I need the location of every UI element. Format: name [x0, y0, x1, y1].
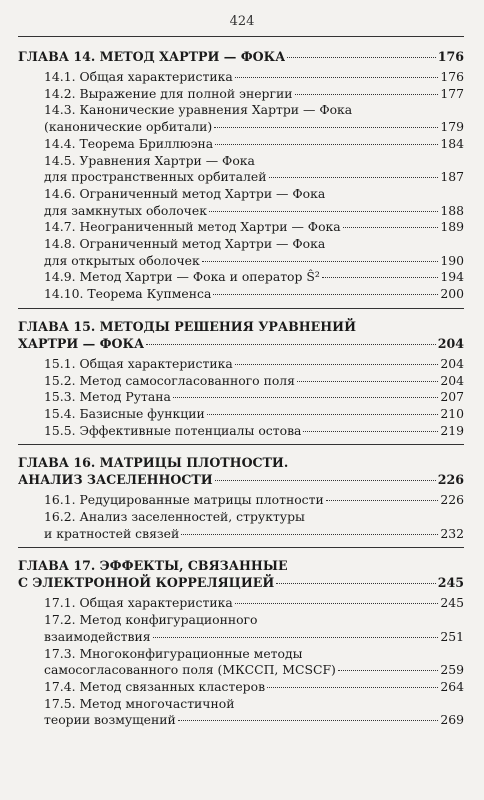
- section-entry: [18, 269, 464, 286]
- chapter-title: [18, 48, 464, 65]
- dot-leader: [215, 144, 438, 145]
- section-entry-label: 14.5. Уравнения Хартри — Фока: [44, 152, 255, 168]
- section-entry-label: 14.7. Неограниченный метод Хартри — Фока: [44, 219, 341, 235]
- section-entry-label: 16.2. Анализ заселенностей, структуры: [44, 509, 305, 525]
- section-entry-page: 189: [440, 219, 464, 235]
- section-entry-label: теории возмущений: [44, 712, 176, 728]
- chapter-title: [18, 557, 464, 574]
- section-entry-page: 264: [440, 678, 464, 694]
- section-entry-label: 15.4. Базисные функции: [44, 405, 205, 421]
- section-entry: [18, 253, 464, 270]
- dot-leader: [295, 94, 439, 95]
- section-entry-page: 194: [440, 269, 464, 285]
- dot-leader: [303, 431, 438, 432]
- section-entry-page: 188: [440, 202, 464, 218]
- section-entry-page: 200: [440, 286, 464, 302]
- chapter-title: [18, 318, 464, 335]
- section-entry-label: 17.5. Метод многочастичной: [44, 695, 235, 711]
- dot-leader: [326, 500, 439, 501]
- section-entry: [18, 102, 464, 119]
- section-entry: [18, 136, 464, 153]
- section-entry-page: 204: [440, 372, 464, 388]
- section-entry-label: для пространственных орбиталей: [44, 169, 267, 185]
- section-entry: [18, 612, 464, 629]
- chapter-title-page: 226: [437, 472, 464, 488]
- dot-leader: [267, 687, 438, 688]
- section-entry: [18, 203, 464, 220]
- section-entry-label: 14.6. Ограниченный метод Хартри — Фока: [44, 185, 326, 201]
- section-entry: [18, 236, 464, 253]
- chapter-title-label: ГЛАВА 15. МЕТОДЫ РЕШЕНИЯ УРАВНЕНИЙ: [18, 318, 356, 334]
- section-entry-label: самосогласованного поля (МКССП, MCSCF): [44, 662, 336, 678]
- section-entry-label: 14.3. Канонические уравнения Хартри — Фока: [44, 102, 353, 118]
- section-entry-label: 17.3. Многоконфигурационные методы: [44, 645, 303, 661]
- section-entry-page: 226: [440, 492, 464, 508]
- chapter-title-page: 245: [437, 575, 464, 591]
- chapter-title-label: ГЛАВА 16. МАТРИЦЫ ПЛОТНОСТИ.: [18, 455, 289, 471]
- chapter-title-label: ГЛАВА 14. МЕТОД ХАРТРИ — ФОКА: [18, 49, 286, 64]
- chapter-title: [18, 335, 464, 352]
- section-entry: [18, 389, 464, 406]
- section-entry-label: 14.9. Метод Хартри — Фока и оператор Ŝ²: [44, 269, 320, 285]
- dot-leader: [287, 57, 435, 58]
- section-entry-label: и кратностей связей: [44, 525, 180, 541]
- section-entry-label: для открытых оболочек: [44, 252, 200, 268]
- section-entry: [18, 69, 464, 86]
- section-entry: [18, 169, 464, 186]
- dot-leader: [276, 583, 435, 584]
- section-entry-label: 15.1. Общая характеристика: [44, 355, 233, 371]
- section-entry: [18, 406, 464, 423]
- dot-leader: [178, 720, 439, 721]
- dot-leader: [214, 127, 438, 128]
- header-rule: [18, 36, 464, 37]
- section-entry: [18, 219, 464, 236]
- chapter-block: [18, 557, 464, 734]
- section-entry-label: взаимодействия: [44, 628, 151, 644]
- dot-leader: [235, 364, 439, 365]
- section-entry: [18, 595, 464, 612]
- section-entry: [18, 509, 464, 526]
- dot-leader: [209, 211, 438, 212]
- section-entry-page: 179: [440, 119, 464, 135]
- dot-leader: [146, 344, 435, 345]
- chapter-title: [18, 574, 464, 591]
- section-entry: [18, 492, 464, 509]
- dot-leader: [297, 381, 438, 382]
- section-entry-page: 245: [440, 595, 464, 611]
- section-entry: [18, 373, 464, 390]
- section-entry-page: 204: [440, 355, 464, 371]
- chapter-title-label: ХАРТРИ — ФОКА: [18, 335, 145, 351]
- section-entry-page: 190: [440, 252, 464, 268]
- chapter-title-label: С ЭЛЕКТРОННОЙ КОРРЕЛЯЦИЕЙ: [18, 575, 275, 591]
- chapter-title: [18, 471, 464, 488]
- section-entry-page: 177: [440, 85, 464, 101]
- dot-leader: [235, 77, 439, 78]
- chapter-title: [18, 454, 464, 471]
- section-entry: [18, 712, 464, 729]
- section-entry-label: 14.8. Ограниченный метод Хартри — Фока: [44, 236, 326, 252]
- section-entry-label: для замкнутых оболочек: [44, 202, 207, 218]
- chapter-block: [18, 454, 464, 548]
- dot-leader: [173, 397, 438, 398]
- dot-leader: [207, 414, 439, 415]
- section-entry-label: 17.2. Метод конфигурационного: [44, 612, 258, 628]
- section-entry: [18, 526, 464, 543]
- chapter-block: [18, 318, 464, 446]
- section-entry-page: 176: [440, 69, 464, 84]
- chapter-title-page: 204: [437, 335, 464, 351]
- section-entry: [18, 119, 464, 136]
- section-entry-page: 269: [440, 712, 464, 728]
- section-entry: [18, 679, 464, 696]
- dot-leader: [153, 637, 439, 638]
- dot-leader: [235, 603, 439, 604]
- section-entry-page: 210: [440, 405, 464, 421]
- section-entry: [18, 153, 464, 170]
- section-entry-label: (канонические орбитали): [44, 119, 213, 135]
- section-entry: [18, 286, 464, 303]
- dot-leader: [181, 534, 438, 535]
- section-entry-label: 15.5. Эффективные потенциалы остова: [44, 422, 302, 438]
- dot-leader: [213, 294, 438, 295]
- section-entry-label: 17.1. Общая характеристика: [44, 595, 233, 611]
- section-entry-page: 259: [440, 662, 464, 678]
- section-entry-page: 184: [440, 135, 464, 151]
- section-entry-label: 16.1. Редуцированные матрицы плотности: [44, 492, 324, 508]
- dot-leader: [269, 177, 439, 178]
- dot-leader: [322, 277, 439, 278]
- section-entry-page: 207: [440, 389, 464, 405]
- section-entry: [18, 696, 464, 713]
- chapter-block: [18, 48, 464, 309]
- dot-leader: [343, 227, 439, 228]
- section-entry-label: 15.3. Метод Рутана: [44, 389, 171, 405]
- section-entry: [18, 186, 464, 203]
- section-entry: [18, 646, 464, 663]
- section-entry: [18, 86, 464, 103]
- section-entry-label: 14.10. Теорема Купменса: [44, 286, 212, 302]
- section-entry-label: 17.4. Метод связанных кластеров: [44, 678, 266, 694]
- chapter-title-label: ГЛАВА 17. ЭФФЕКТЫ, СВЯЗАННЫЕ: [18, 558, 288, 574]
- section-entry-label: 15.2. Метод самосогласованного поля: [44, 372, 295, 388]
- section-entry-label: 14.4. Теорема Бриллюэна: [44, 135, 214, 151]
- section-entry-page: 251: [440, 628, 464, 644]
- section-entry: [18, 356, 464, 373]
- section-entry-page: 232: [440, 525, 464, 541]
- dot-leader: [215, 480, 436, 481]
- dot-leader: [202, 261, 439, 262]
- section-entry: [18, 423, 464, 440]
- section-entry-page: 187: [440, 169, 464, 185]
- section-entry: [18, 629, 464, 646]
- section-entry: [18, 662, 464, 679]
- page-number: 424: [229, 14, 255, 29]
- section-entry-label: 14.1. Общая характеристика: [44, 69, 233, 84]
- dot-leader: [338, 670, 438, 671]
- section-entry-label: 14.2. Выражение для полной энергии: [44, 85, 293, 101]
- table-of-contents: [18, 48, 464, 743]
- chapter-title-label: АНАЛИЗ ЗАСЕЛЕННОСТИ: [18, 472, 213, 488]
- chapter-title-page: 176: [437, 49, 464, 64]
- section-entry-page: 219: [440, 422, 464, 438]
